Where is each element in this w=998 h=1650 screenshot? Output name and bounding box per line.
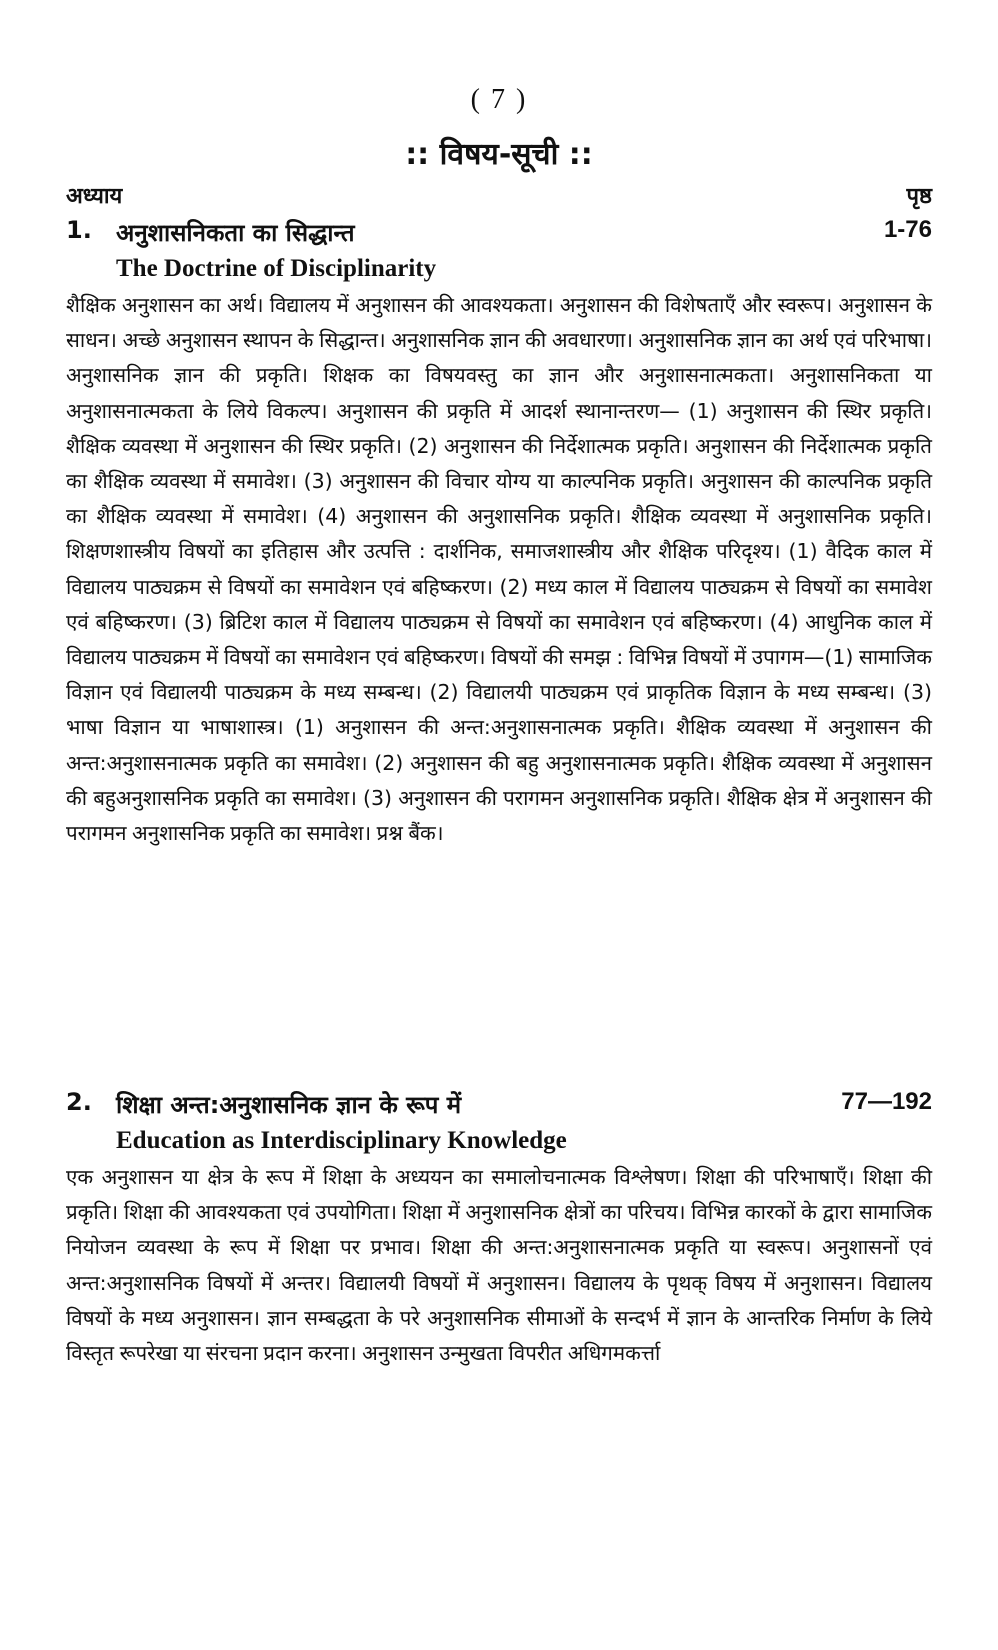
chapter-page-range: 1-76 <box>883 216 932 243</box>
chapter-number: 1. <box>66 216 92 244</box>
page-title: :: विषय-सूची :: <box>405 137 593 172</box>
chapter-number: 2. <box>66 1088 92 1116</box>
chapter-heading <box>66 214 932 252</box>
chapter-page-range: 77—192 <box>841 1088 932 1115</box>
chapter-english-title: Education as Interdisciplinary Knowledge <box>116 1127 567 1154</box>
chapter-summary: एक अनुशासन या क्षेत्र के रूप में शिक्षा के अध्ययन का समालोचनात्मक विश्लेषण। शिक्षा की परिभाषाएँ। शिक्षा की प्रकृति। शिक्षा की आवश्यकता एवं उपयोगिता। शिक्षा में अनुशासनिक क्षेत्रों का परिचय। विभिन्न कारकों के द्वारा सामाजिक नियोजन व्यवस्था के रूप में शिक्षा पर प्रभाव। शिक्षा की अन्त:अनुशासनात्मक प्रकृति या स्वरूप। अनुशासनों एवं अन्त:अनुशासनिक विषयों में अन्तर। विद्यालयी विषयों में अनुशासन। विद्यालय के पृथक् विषय में अनुशासन। विद्यालय विषयों के मध्य अनुशासन। ज्ञान सम्बद्धता के परे अनुशासनिक सीमाओं के सन्दर्भ में ज्ञान के आन्तरिक निर्माण के लिये विस्तृत रूपरेखा या संरचना प्रदान करना। अनुशासन उन्मुखता विपरीत अधिगमकर्त्ता <box>66 1165 932 1366</box>
chapter-hindi-title: अनुशासनिकता का सिद्धान्त <box>116 219 355 247</box>
chapter-entry <box>66 214 932 851</box>
chapter-hindi-title: शिक्षा अन्त:अनुशासनिक ज्ञान के रूप में <box>116 1091 462 1119</box>
chapter-summary: शैक्षिक अनुशासन का अर्थ। विद्यालय में अनुशासन की आवश्यकता। अनुशासन की विशेषताएँ और स्वरूप। अनुशासन के साधन। अच्छे अनुशासन स्थापन के सिद्धान्त। अनुशासनिक ज्ञान की अवधारणा। अनुशासनिक ज्ञान का अर्थ एवं परिभाषा। अनुशासनिक ज्ञान की प्रकृति। शिक्षक का विषयवस्तु का ज्ञान और अनुशासनात्मकता। अनुशासनिकता या अनुशासनात्मकता के लिये विकल्प। अनुशासन की प्रकृति में आदर्श स्थानान्तरण— (1) अनुशासन की स्थिर प्रकृति। शैक्षिक व्यवस्था में अनुशासन की स्थिर प्रकृति। (2) अनुशासन की निर्देशात्मक प्रकृति। अनुशासन की निर्देशात्मक प्रकृति का शैक्षिक व्यवस्था में समावेश। (3) अनुशासन की विचार योग्य या काल्पनिक प्रकृति। अनुशासन की काल्पनिक प्रकृति का शैक्षिक व्यवस्था में समावेश। (4) अनुशासन की अनुशासनिक प्रकृति। शैक्षिक व्यवस्था में अनुशासनिक प्रकृति। शिक्षणशास्त्रीय विषयों का इतिहास और उत्पत्ति : दार्शनिक, समाजशास्त्रीय और शैक्षिक परिदृश्य। (1) वैदिक काल में विद्यालय पाठ्यक्रम से विषयों का समावेशन एवं बहिष्करण। (2) मध्य काल में विद्यालय पाठ्यक्रम से विषयों का समावेश एवं बहिष्करण। (3) ब्रिटिश काल में विद्यालय पाठ्यक्रम से विषयों का समावेशन एवं बहिष्करण। (4) आधुनिक काल में विद्यालय पाठ्यक्रम में विषयों का समावेशन एवं बहिष्करण। विषयों की समझ : विभिन्न विषयों में उपागम—(1) सामाजिक विज्ञान एवं विद्यालयी पाठ्यक्रम के मध्य सम्बन्ध। (2) विद्यालयी पाठ्यक्रम एवं प्राकृतिक विज्ञान के मध्य सम्बन्ध। (3) भाषा विज्ञान या भाषाशास्त्र। (1) अनुशासन की अन्त:अनुशासनात्मक प्रकृति। शैक्षिक व्यवस्था में अनुशासन की अन्त:अनुशासनात्मक प्रकृति का समावेश। (2) अनुशासन की बहु अनुशासनात्मक प्रकृति। शैक्षिक व्यवस्था में अनुशासन की बहुअनुशासनिक प्रकृति का समावेश। (3) अनुशासन की परागमन अनुशासनिक प्रकृति। शैक्षिक क्षेत्र में अनुशासन की परागमन अनुशासनिक प्रकृति का समावेश। प्रश्न बैंक। <box>66 293 932 846</box>
page-number: ( 7 ) <box>470 84 528 115</box>
chapter-english-title: The Doctrine of Disciplinarity <box>116 255 437 282</box>
column-headers <box>66 180 932 214</box>
chapter-entry <box>66 1086 932 1371</box>
page-column-label: पृष्ठ <box>906 184 932 209</box>
chapter-heading <box>66 1086 932 1124</box>
chapter-column-label: अध्याय <box>66 184 123 209</box>
